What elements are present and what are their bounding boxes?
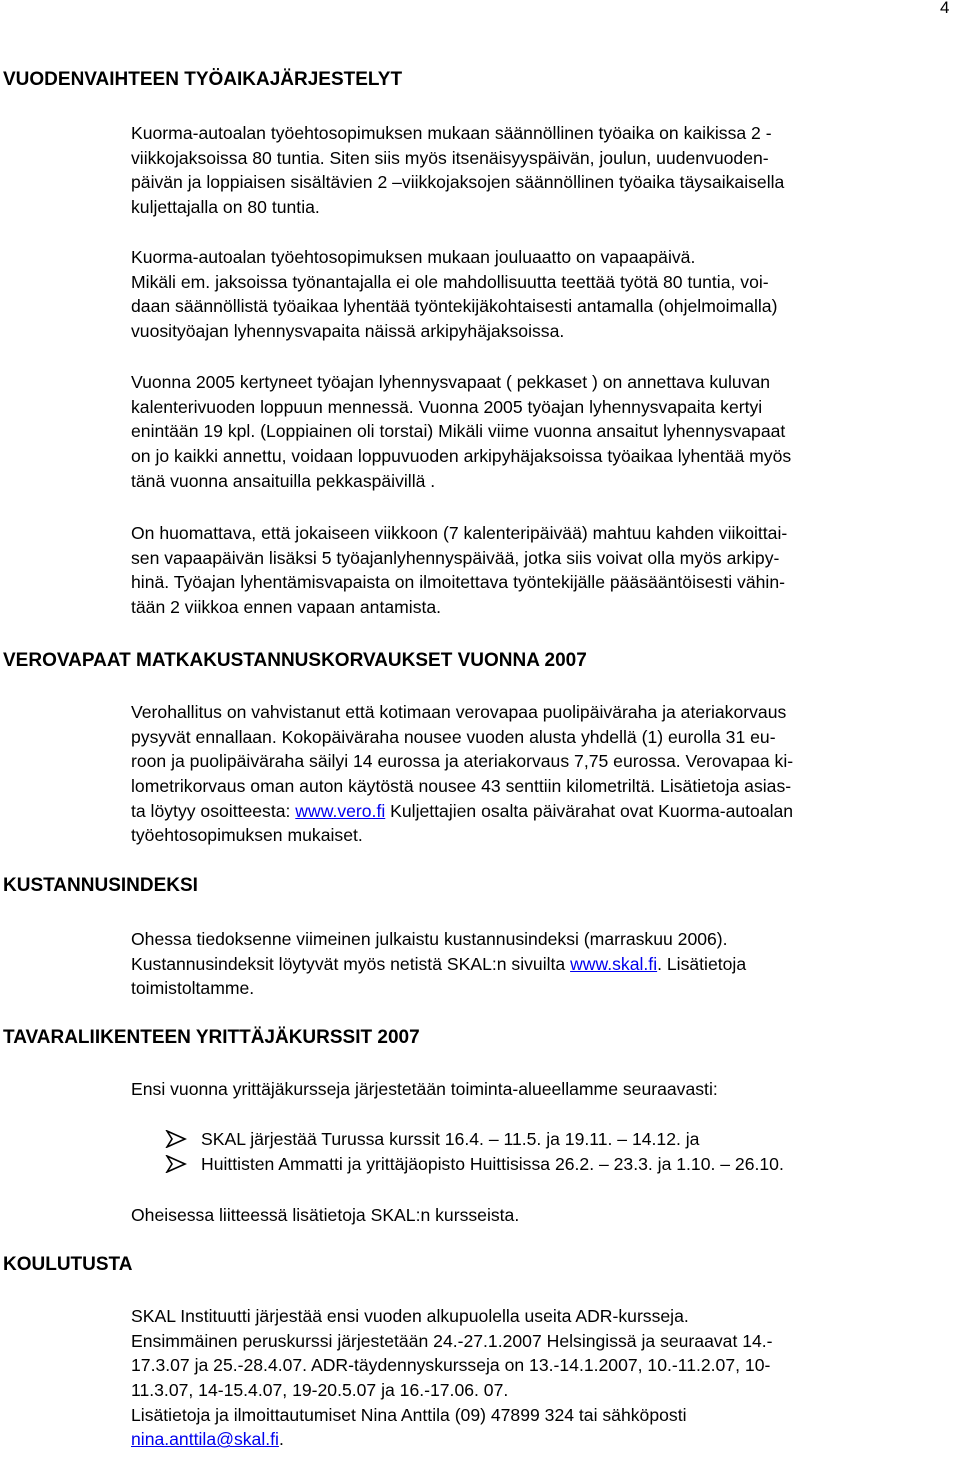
text-line: vuosityöajan lyhennysvapaita näissä arkipyhäjaksoissa. — [131, 321, 565, 342]
arrowhead-bullet-icon — [165, 1155, 187, 1173]
heading-kustannusindeksi: KUSTANNUSINDEKSI — [3, 875, 198, 896]
text-line: sen vapaapäivän lisäksi 5 työajanlyhennyspäivää, jotka siis voivat olla myös arkipy- — [131, 547, 780, 568]
text-line: Oheisessa liitteessä lisätietoja SKAL:n kursseista. — [131, 1205, 520, 1225]
text-line: hinä. Työajan lyhentämisvapaista on ilmoitettava työntekijälle pääsääntöisesti vähin- — [131, 572, 785, 593]
list-item-text: SKAL järjestää Turussa kurssit 16.4. – 11.5. ja 19.11. – 14.12. ja — [201, 1129, 700, 1149]
text-line: viikkojaksoissa 80 tuntia. Siten siis myös itsenäisyyspäivän, joulun, uudenvuoden- — [131, 147, 769, 168]
text-line: 17.3.07 ja 25.-28.4.07. ADR-täydennyskursseja on 13.-14.1.2007, 10.-11.2.07, 10- — [131, 1355, 771, 1376]
list-item-text: Huittisten Ammatti ja yrittäjäopisto Huittisissa 26.2. – 23.3. ja 1.10. – 26.10. — [201, 1153, 784, 1174]
heading-verovapaat: VEROVAPAAT MATKAKUSTANNUSKORVAUKSET VUONNA 2007 — [3, 650, 587, 671]
text-fragment: ta löytyy osoitteesta: — [131, 800, 296, 821]
text-line: Kuorma-autoalan työehtosopimuksen mukaan jouluaatto on vapaapäivä. — [131, 247, 696, 267]
text-fragment: . — [278, 1429, 284, 1450]
text-line: SKAL Instituutti järjestää ensi vuoden alkupuolella useita ADR-kursseja. — [131, 1306, 689, 1326]
list-item — [165, 1152, 784, 1177]
text-line: Mikäli em. jaksoissa työnantajalla ei ole mahdollisuutta teettää työtä 80 tuntia, voi- — [131, 271, 769, 292]
paragraph-verovapaat — [131, 700, 793, 848]
text-fragment: Kuljettajien osalta päivärahat ovat Kuorma-autoalan — [385, 800, 794, 821]
text-line: on jo kaikki annettu, voidaan loppuvuoden arkipyhäjaksoissa työaikaa lyhentää myös — [131, 446, 792, 467]
text-line: Verohallitus on vahvistanut että kotimaan verovapaa puolipäiväraha ja ateriakorvaus — [131, 702, 787, 722]
email-link[interactable]: nina.anttila@skal.fi — [131, 1429, 279, 1450]
heading-koulutusta: KOULUTUSTA — [3, 1254, 133, 1275]
arrowhead-bullet-icon — [165, 1130, 187, 1148]
paragraph-jouluaatto — [131, 245, 777, 344]
text-line: Lisätietoja ja ilmoittautumiset Nina Anttila (09) 47899 324 tai sähköposti — [131, 1404, 687, 1425]
text-line: Ensi vuonna yrittäjäkursseja järjestetään toiminta-alueellamme seuraavasti: — [131, 1079, 718, 1099]
text-line: kuljettajalla on 80 tuntia. — [131, 197, 320, 218]
link-vero[interactable]: www.vero.fi — [295, 800, 386, 821]
paragraph-koulutusta — [131, 1304, 773, 1452]
text-line: Ohessa tiedoksenne viimeinen julkaistu kustannusindeksi (marraskuu 2006). — [131, 929, 728, 949]
text-line: 11.3.07, 14-15.4.07, 19-20.5.07 ja 16.-17.06. 07. — [131, 1380, 509, 1401]
text-line: roon ja puolipäiväraha säilyi 14 eurossa ja ateriakorvaus 7,75 eurossa. Verovapaa ki- — [131, 751, 794, 772]
text-line: enintään 19 kpl. (Loppiainen oli torstai) Mikäli viime vuonna ansaitut lyhennysvapaat — [131, 421, 786, 442]
text-line: toimistoltamme. — [131, 978, 255, 999]
text-line: kalenterivuoden loppuun mennessä. Vuonna 2005 työajan lyhennysvapaita kertyi — [131, 396, 763, 417]
paragraph-kurssit-outro — [131, 1203, 519, 1228]
text-line — [131, 799, 793, 824]
paragraph-kustannusindeksi — [131, 927, 746, 1001]
text-line: tään 2 viikkoa ennen vapaan antamista. — [131, 597, 442, 618]
text-line: tänä vuonna ansaituilla pekkaspäivillä . — [131, 470, 436, 491]
text-fragment: Kustannusindeksit löytyvät myös netistä SKAL:n sivuilta — [131, 953, 571, 974]
text-line: Ensimmäinen peruskurssi järjestetään 24.-27.1.2007 Helsingissä ja seuraavat 14.- — [131, 1330, 773, 1351]
text-line: On huomattava, että jokaiseen viikkoon (7 kalenteripäivää) mahtuu kahden viikoittai- — [131, 523, 788, 543]
heading-vuodenvaihde: VUODENVAIHTEEN TYÖAIKAJÄRJESTELYT — [3, 69, 403, 90]
text-line: lometrikorvaus oman auton käytöstä nousee 43 senttiin kilometriltä. Lisätietoja asias- — [131, 776, 792, 797]
text-line: daan säännöllistä työaikaa lyhentää työntekijäkohtaisesti antamalla (ohjelmoimalla) — [131, 296, 778, 317]
paragraph-huomattava — [131, 521, 787, 620]
page-number: 4 — [940, 0, 950, 17]
text-line: työehtosopimuksen mukaiset. — [131, 825, 363, 846]
text-line: Kuorma-autoalan työehtosopimuksen mukaan säännöllinen työaika on kaikissa 2 - — [131, 123, 772, 143]
text-line: Vuonna 2005 kertyneet työajan lyhennysvapaat ( pekkaset ) on annettava kuluvan — [131, 372, 771, 392]
paragraph-pekkaset — [131, 370, 791, 493]
list-item — [165, 1127, 784, 1152]
heading-yrittajakurssit: TAVARALIIKENTEEN YRITTÄJÄKURSSIT 2007 — [3, 1027, 420, 1048]
bullet-list-kurssit — [165, 1127, 784, 1176]
paragraph-tyoaika — [131, 121, 784, 220]
text-line: pysyvät ennallaan. Kokopäiväraha nousee vuoden alusta yhdellä (1) eurolla 31 eu- — [131, 726, 776, 747]
text-line — [131, 1427, 773, 1452]
paragraph-kurssit-intro — [131, 1077, 718, 1102]
text-line: päivän ja loppiaisen sisältävien 2 –viikkojaksojen säännöllinen työaika täysaikaisella — [131, 172, 785, 193]
text-fragment: . Lisätietoja — [657, 953, 747, 974]
text-line — [131, 952, 746, 977]
link-skal[interactable]: www.skal.fi — [570, 953, 658, 974]
